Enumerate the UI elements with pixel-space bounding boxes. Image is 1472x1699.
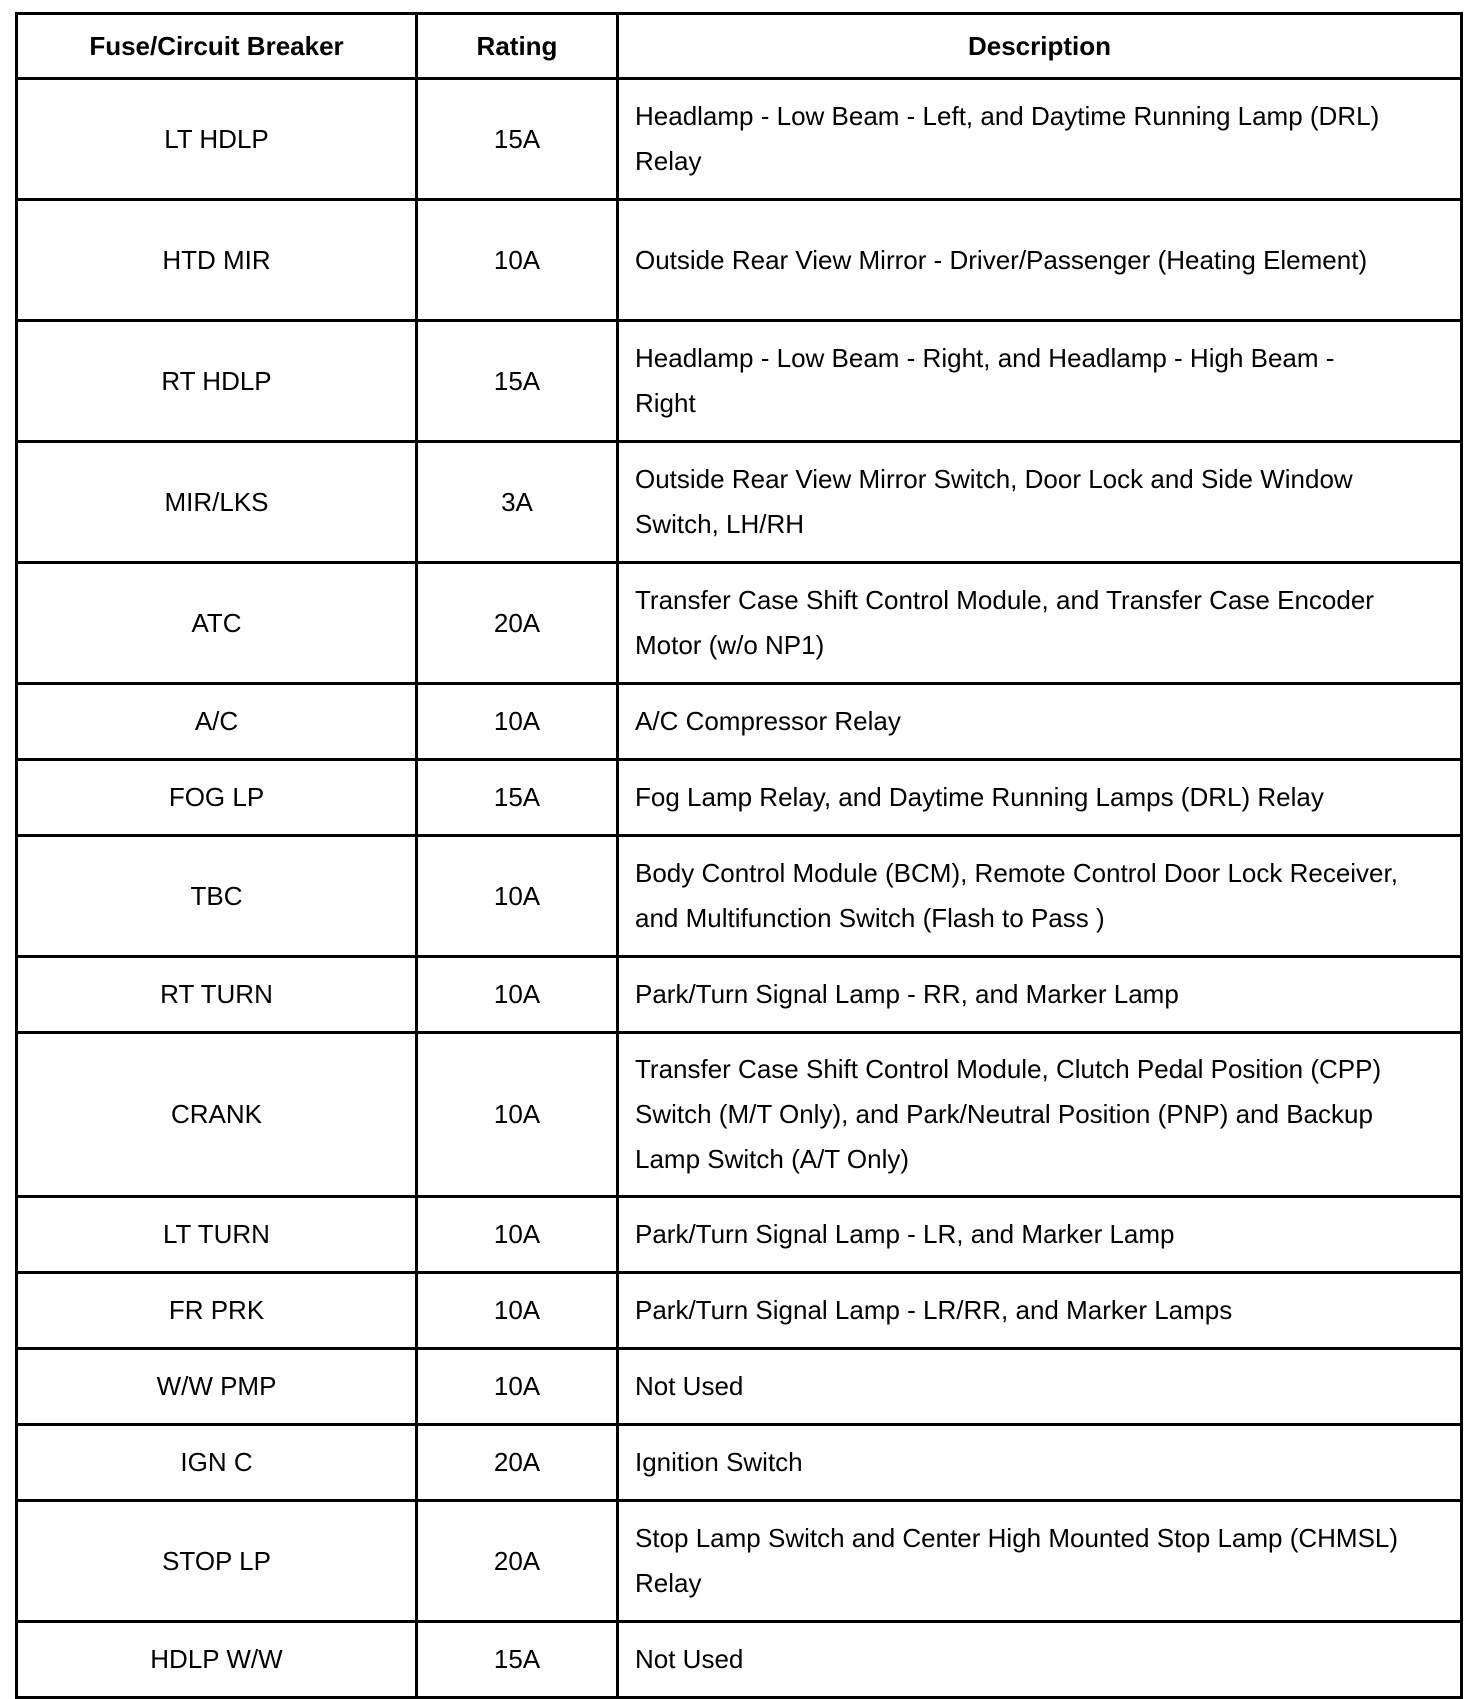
fuse-name-cell: IGN C <box>17 1425 417 1501</box>
header-rating: Rating <box>417 14 618 79</box>
rating-cell: 10A <box>417 1033 618 1197</box>
rating-cell: 20A <box>417 1501 618 1622</box>
rating-cell: 10A <box>417 200 618 321</box>
description-cell: Transfer Case Shift Control Module, Clutch Pedal Position (CPP) Switch (M/T Only), and Park/Neutral Position (PNP) and Backup Lamp Switch (A/T Only) <box>618 1033 1462 1197</box>
fuse-name-cell: LT TURN <box>17 1197 417 1273</box>
rating-cell: 10A <box>417 684 618 760</box>
table-row <box>17 200 1462 321</box>
fuse-name-cell: FR PRK <box>17 1273 417 1349</box>
rating-cell: 10A <box>417 1349 618 1425</box>
description-cell: Ignition Switch <box>618 1425 1462 1501</box>
fuse-name-cell: STOP LP <box>17 1501 417 1622</box>
table-row <box>17 836 1462 957</box>
description-cell: Headlamp - Low Beam - Right, and Headlamp - High Beam - Right <box>618 321 1462 442</box>
fuse-name-cell: RT TURN <box>17 957 417 1033</box>
fuse-name-cell: RT HDLP <box>17 321 417 442</box>
table-row <box>17 442 1462 563</box>
header-description: Description <box>618 14 1462 79</box>
description-cell: Park/Turn Signal Lamp - LR, and Marker Lamp <box>618 1197 1462 1273</box>
rating-cell: 20A <box>417 563 618 684</box>
description-cell: Park/Turn Signal Lamp - LR/RR, and Marker Lamps <box>618 1273 1462 1349</box>
table-row <box>17 1501 1462 1622</box>
fuse-name-cell: MIR/LKS <box>17 442 417 563</box>
description-cell: Fog Lamp Relay, and Daytime Running Lamps (DRL) Relay <box>618 760 1462 836</box>
fuse-table <box>15 12 1463 1699</box>
description-cell: A/C Compressor Relay <box>618 684 1462 760</box>
description-cell: Headlamp - Low Beam - Left, and Daytime Running Lamp (DRL) Relay <box>618 79 1462 200</box>
table-row <box>17 957 1462 1033</box>
table-row <box>17 1622 1462 1698</box>
description-cell: Stop Lamp Switch and Center High Mounted Stop Lamp (CHMSL) Relay <box>618 1501 1462 1622</box>
rating-cell: 20A <box>417 1425 618 1501</box>
rating-cell: 15A <box>417 321 618 442</box>
table-row <box>17 1273 1462 1349</box>
rating-cell: 15A <box>417 79 618 200</box>
description-cell: Transfer Case Shift Control Module, and Transfer Case Encoder Motor (w/o NP1) <box>618 563 1462 684</box>
fuse-name-cell: A/C <box>17 684 417 760</box>
description-cell: Not Used <box>618 1349 1462 1425</box>
table-row <box>17 1425 1462 1501</box>
rating-cell: 15A <box>417 1622 618 1698</box>
rating-cell: 10A <box>417 1273 618 1349</box>
header-fuse-circuit-breaker: Fuse/Circuit Breaker <box>17 14 417 79</box>
fuse-name-cell: TBC <box>17 836 417 957</box>
table-row <box>17 1197 1462 1273</box>
rating-cell: 10A <box>417 836 618 957</box>
rating-cell: 10A <box>417 957 618 1033</box>
fuse-name-cell: FOG LP <box>17 760 417 836</box>
rating-cell: 3A <box>417 442 618 563</box>
rating-cell: 10A <box>417 1197 618 1273</box>
table-row <box>17 79 1462 200</box>
fuse-name-cell: CRANK <box>17 1033 417 1197</box>
rating-cell: 15A <box>417 760 618 836</box>
description-cell: Body Control Module (BCM), Remote Control Door Lock Receiver, and Multifunction Switch (Flash to Pass ) <box>618 836 1462 957</box>
fuse-name-cell: HDLP W/W <box>17 1622 417 1698</box>
table-row <box>17 760 1462 836</box>
fuse-name-cell: W/W PMP <box>17 1349 417 1425</box>
description-cell: Outside Rear View Mirror - Driver/Passenger (Heating Element) <box>618 200 1462 321</box>
fuse-name-cell: HTD MIR <box>17 200 417 321</box>
table-row <box>17 1033 1462 1197</box>
table-row <box>17 321 1462 442</box>
table-row <box>17 1349 1462 1425</box>
description-cell: Outside Rear View Mirror Switch, Door Lock and Side Window Switch, LH/RH <box>618 442 1462 563</box>
description-cell: Park/Turn Signal Lamp - RR, and Marker Lamp <box>618 957 1462 1033</box>
header-row <box>17 14 1462 79</box>
table-row <box>17 563 1462 684</box>
fuse-name-cell: ATC <box>17 563 417 684</box>
description-cell: Not Used <box>618 1622 1462 1698</box>
table-row <box>17 684 1462 760</box>
fuse-name-cell: LT HDLP <box>17 79 417 200</box>
